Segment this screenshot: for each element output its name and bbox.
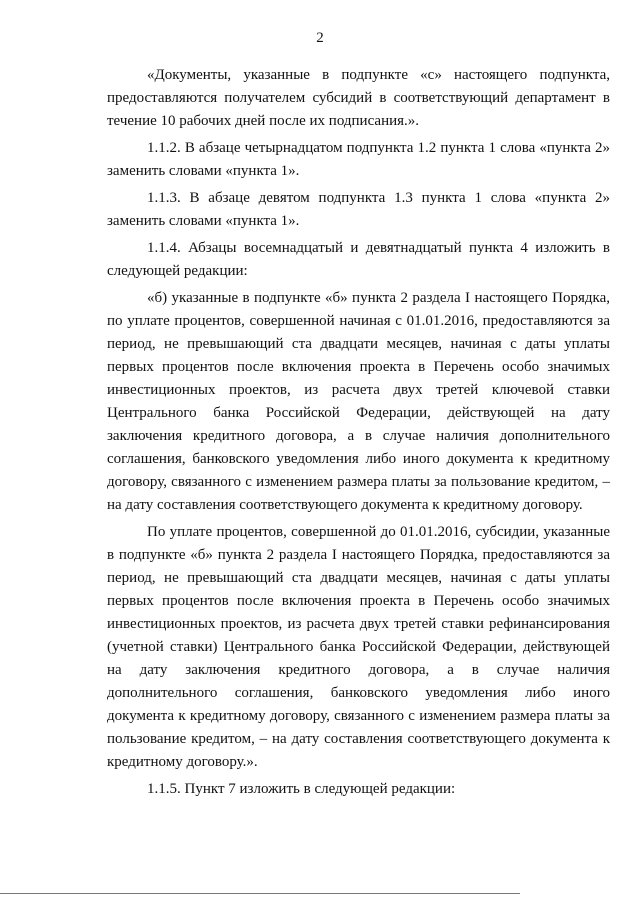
paragraph-1-1-4: 1.1.4. Абзацы восемнадцатый и девятнадцатый пункта 4 изложить в следующей редакции: xyxy=(107,240,610,279)
paragraph-documents-clause: «Документы, указанные в подпункте «с» настоящего подпункта, предоставляются получателем субсидий в соответствующий департамент в течение 10 рабочих дней после их подписания.». xyxy=(107,67,610,129)
paragraph-before-2016: По уплате процентов, совершенной до 01.01.2016, субсидии, указанные в подпункте «б» пункта 2 раздела I настоящего Порядка, предоставляются за период, не превышающий ста двадцати месяцев, начиная с даты уплаты первых процентов после включения проекта в Перечень особо значимых инвестиционных проектов, из расчета двух третей ставки рефинансирования (учетной ставки) Центрального банка Российской Федерации, действующей на дату заключения кредитного договора, а в случае наличия дополнительного соглашения, банковского уведомления либо иного документа к кредитному договору, связанного с изменением размера платы за пользование кредитом, – на дату составления соответствующего документа к кредитному договору.». xyxy=(107,524,610,770)
paragraph-1-1-3: 1.1.3. В абзаце девятом подпункта 1.3 пункта 1 слова «пункта 2» заменить словами «пункта 1». xyxy=(107,190,610,229)
paragraph-1-1-2: 1.1.2. В абзаце четырнадцатом подпункта 1.2 пункта 1 слова «пункта 2» заменить словами «пункта 1». xyxy=(107,140,610,179)
page-number: 2 xyxy=(316,30,324,46)
document-body xyxy=(107,64,610,805)
paragraph-b-subsidies: «б) указанные в подпункте «б» пункта 2 раздела I настоящего Порядка, по уплате процентов, совершенной начиная с 01.01.2016, предоставляются за период, не превышающий ста двадцати месяцев, начиная с даты уплаты первых процентов после включения проекта в Перечень особо значимых инвестиционных проектов, из расчета двух третей ключевой ставки Центрального банка Российской Федерации, действующей на дату заключения кредитного договора, а в случае наличия дополнительного соглашения, банковского уведомления либо иного документа к кредитному договору, связанного с изменением размера платы за пользование кредитом, – на дату составления соответствующего документа к кредитному договору. xyxy=(107,290,610,513)
paragraph-1-1-5: 1.1.5. Пункт 7 изложить в следующей редакции: xyxy=(147,781,456,797)
scan-bottom-line xyxy=(0,893,520,894)
